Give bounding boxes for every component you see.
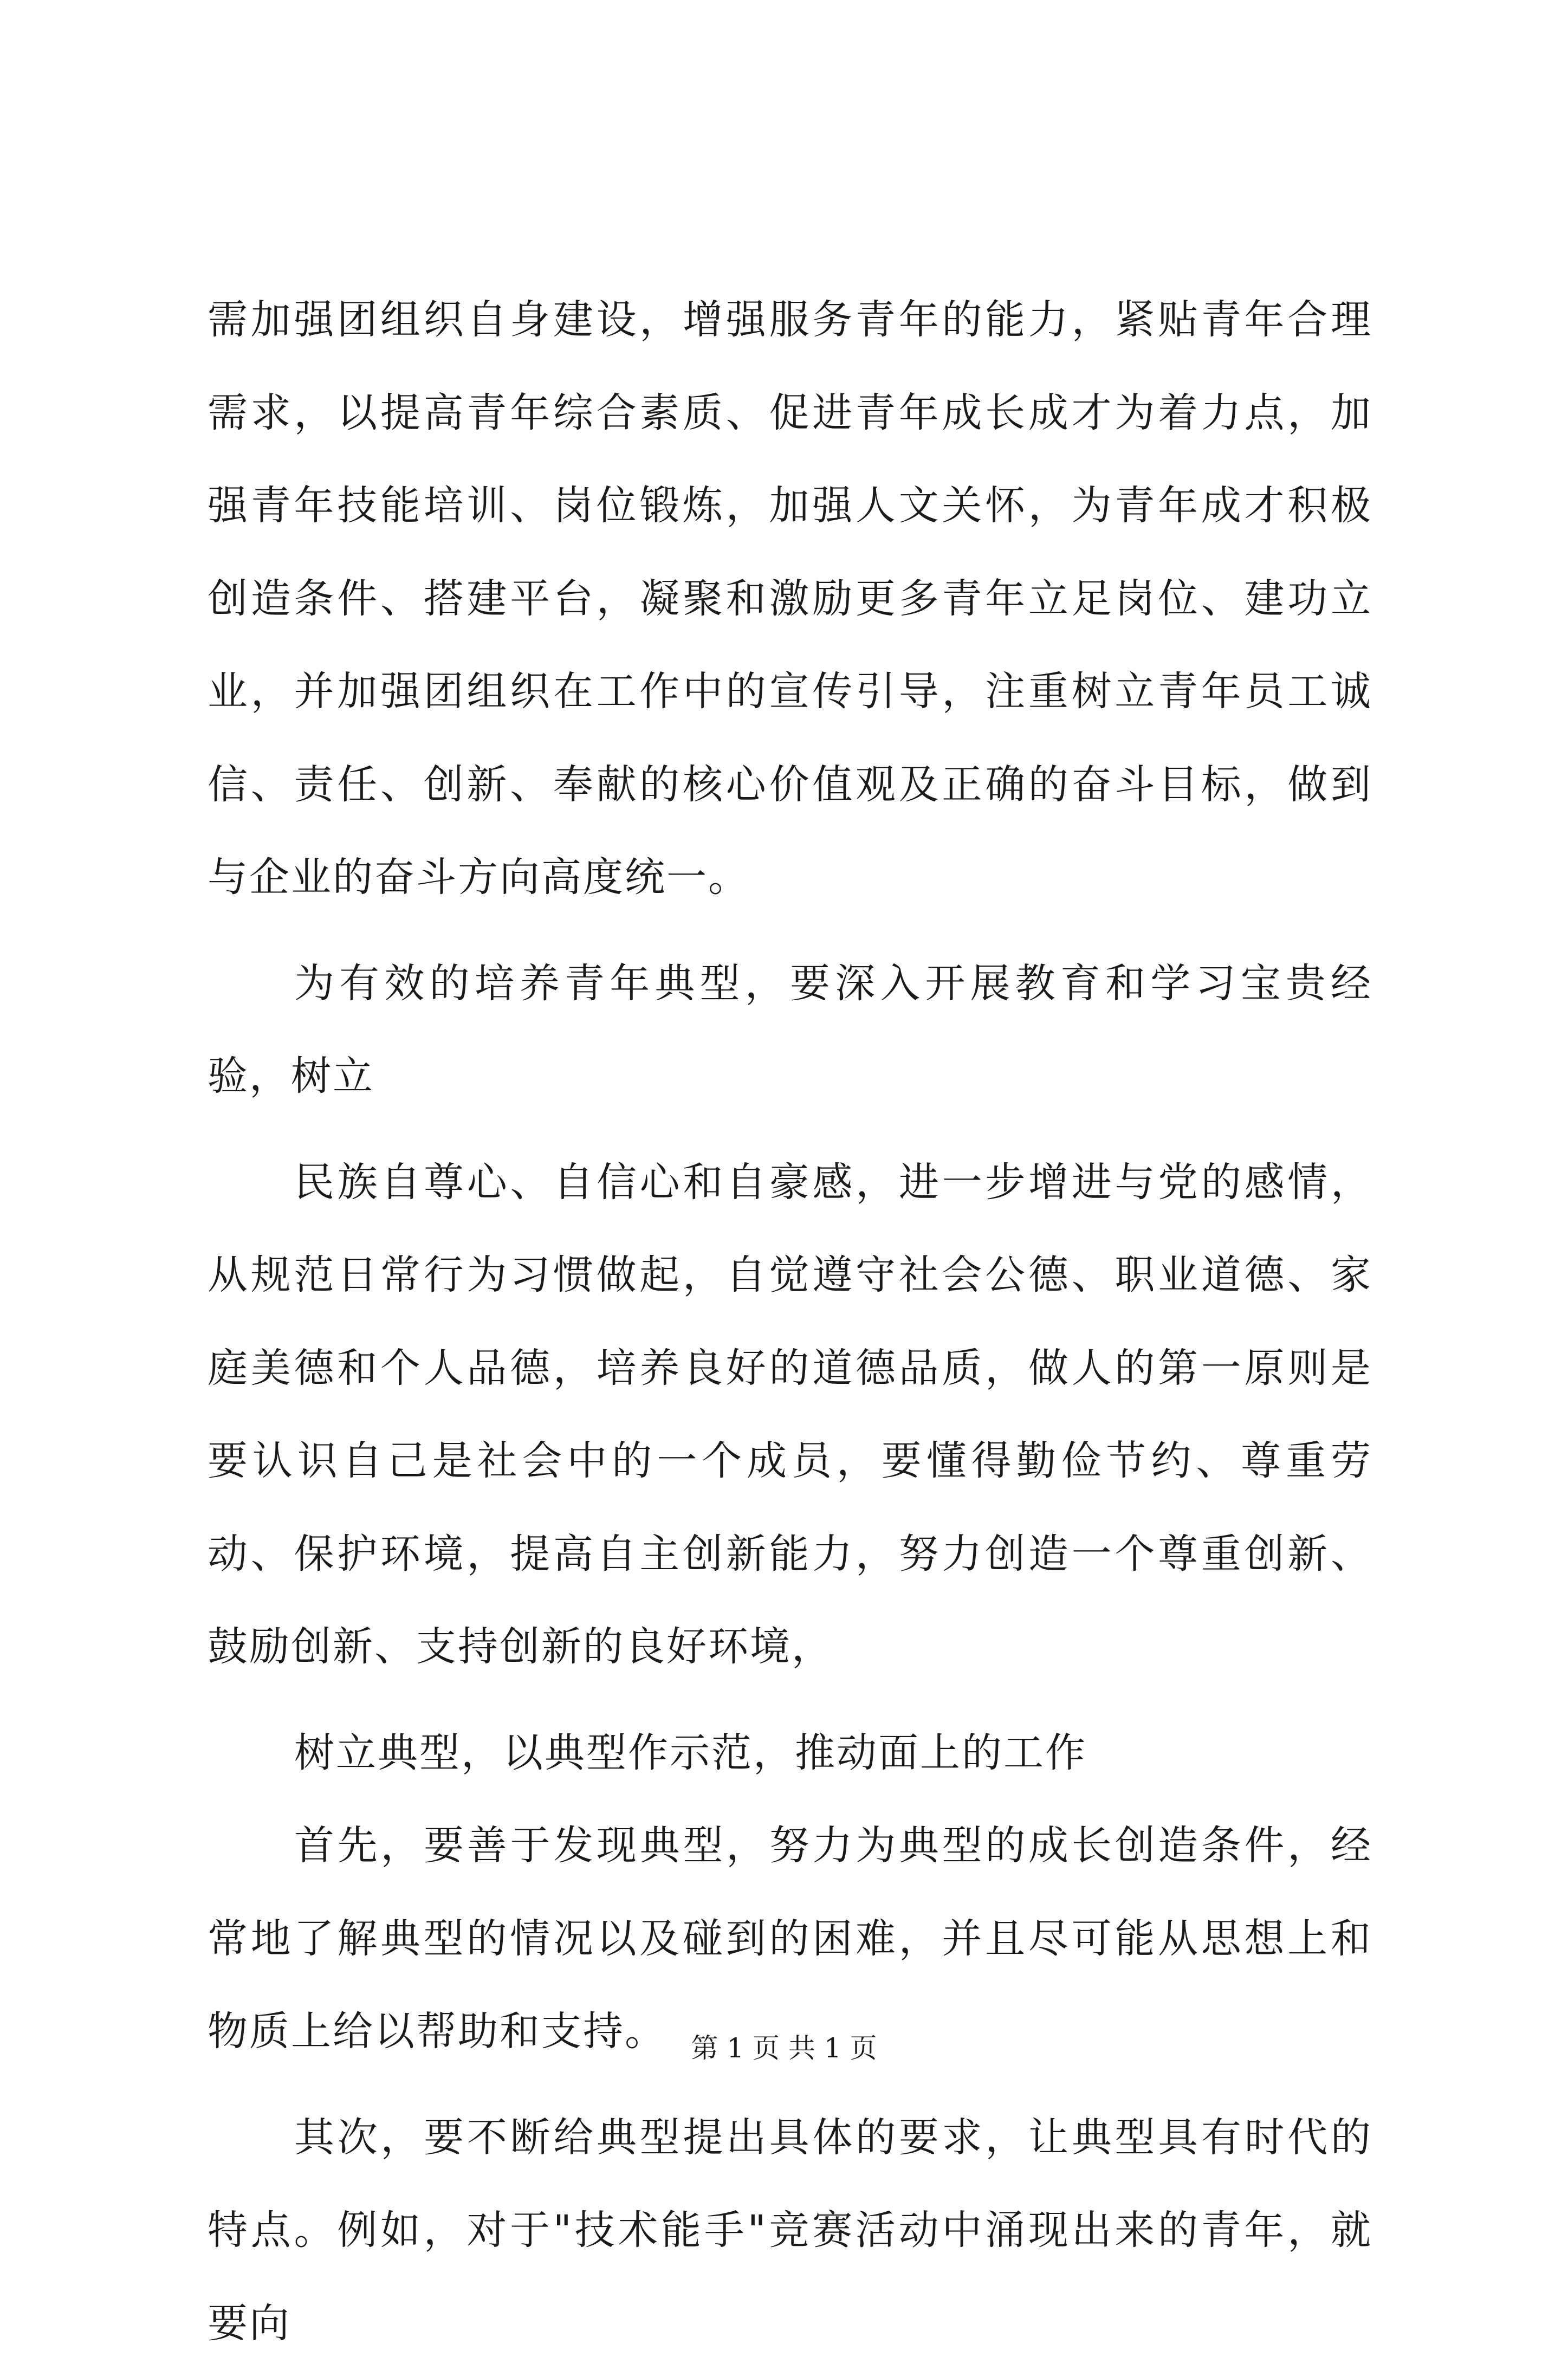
paragraph-1: 需加强团组织自身建设，增强服务青年的能力，紧贴青年合理需求，以提高青年综合素质、促进青年成长成才为着力点，加强青年技能培训、岗位锻炼，加强人文关怀，为青年成才积极创造条件、搭建平台，凝聚和激励更多青年立足岗位、建功立业，并加强团组织在工作中的宣传引导，注重树立青年员工诚信、责任、创新、奉献的核心价值观及正确的奋斗目标，做到与企业的奋斗方向高度统一。 [208, 274, 1372, 924]
paragraph-6: 其次，要不断给典型提出具体的要求，让典型具有时代的特点。例如，对于"技术能手"竞赛活动中涌现出来的青年，就要向 [208, 2091, 1372, 2370]
paragraph-3: 民族自尊心、自信心和自豪感，进一步增进与党的感情，从规范日常行为习惯做起，自觉遵守社会公德、职业道德、家庭美德和个人品德，培养良好的道德品质，做人的第一原则是要认识自己是社会中的一个成员，要懂得勤俭节约、尊重劳动、保护环境，提高自主创新能力，努力创造一个尊重创新、鼓励创新、支持创新的良好环境， [208, 1136, 1372, 1694]
page-footer: 第 1 页 共 1 页 [0, 2029, 1568, 2067]
paragraph-5: 首先，要善于发现典型，努力为典型的成长创造条件，经常地了解典型的情况以及碰到的困难，并且尽可能从思想上和物质上给以帮助和支持。 [208, 1799, 1372, 2078]
paragraph-4: 树立典型，以典型作示范，推动面上的工作 [208, 1707, 1372, 1800]
paragraph-2: 为有效的培养青年典型，要深入开展教育和学习宝贵经验，树立 [208, 937, 1372, 1123]
